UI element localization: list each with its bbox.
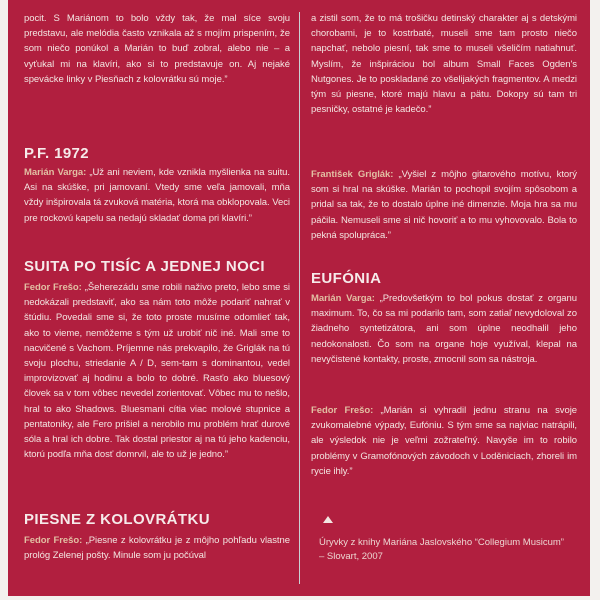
piesne-paragraph — [24, 533, 290, 563]
right-intro-paragraph: a zistil som, že to má trošičku detinský charakter aj s detskými chorobami, je to kostrbaté, museli sme tam prosto niečo napchať, nebolo piesní, tak sme to museli všeličím natiahnuť. Myslím, že inšpiráciou bol album Small Faces Ogden's Nutgones. Je to poskladané zo všelijakých fragmentov. A medzi tým sú piesne, ktoré majú hlavu a pätu. Dokopy sú tam tri pesničky, ostatné je kadečo.” — [311, 13, 577, 116]
eufonia-varga-paragraph — [311, 291, 577, 367]
left-intro-paragraph: pocit. S Mariánom to bolo vždy tak, že mal síce svoju predstavu, ale melódia často vznikala až s mojím prispením, že som niečo ponúkol a Marián to buď zobral, alebo nie – a vyťukal mi na klavíri, ako si to predstavuje on. Aj nejaké spevácke linky v Piesňach z kolovrátku sú moje.” — [24, 13, 290, 85]
griglak-paragraph — [311, 167, 577, 243]
section-title-suita: SUITA PO TISÍC A JEDNEJ NOCI — [24, 258, 265, 275]
booklet-page — [8, 0, 590, 596]
speaker-name: Marián Varga: — [311, 293, 375, 304]
section-title-piesne: PIESNE Z KOLOVRÁTKU — [24, 511, 210, 528]
eufonia-freso-paragraph — [311, 403, 577, 479]
triangle-up-icon — [323, 516, 333, 523]
speaker-name: Fedor Frešo: — [311, 405, 374, 416]
book-credit: Úryvky z knihy Mariána Jaslovského “Collegium Musicum” – Slovart, 2007 — [319, 537, 564, 562]
column-divider — [299, 12, 300, 584]
quote-text: „Vyšiel z môjho gitarového motívu, ktorý som si hral na skúške. Marián to pochopil svojím spôsobom a pridal sa tak, že to dostalo úplne iné dimenzie. Moja hra sa mu páčila. Nemuseli sme si nič hovoriť a to mu vyhovovalo. Bola to pekná spolupráca.” — [311, 169, 577, 241]
quote-text: „Šeherezádu sme robili naživo preto, lebo sme si nedokázali predstaviť, ako sa nám toto môže podariť nahrať v štúdiu. Povedali sme si, že toto proste musíme odomlieť tak, ako to vieme, nemôžeme s tým už urobiť nič iné. Mali sme to nacvičené s Vachom. Príjemne nás prekvapilo, že Griglák na tú svoju plochu, striedanie A / D, sem-tam s dominantou, vedel improvizovať aj hodinu a bolo to dobré. Rasťo ako bluesový človek sa v tom vôbec nevedel zorientovať. Vôbec mu to nešlo, hral to ako Shadows. Bluesmani cítia viac molové stupnice a pentatoniky, ale Fero prišiel a nerobilo mu problém hrať durové sóla a hral ich dobre. Tak dostal priestor aj na tú jeho kadenciu, ktorú podľa mňa dosť domrvil, ale to už je jedno.” — [24, 282, 290, 461]
quote-text: „Predovšetkým to bol pokus dostať z organu maximum. To, čo sa mi podarilo tam, som zatiaľ nevydoloval zo žiadneho syntetizátora, ani som úplne neodhalil jeho nedokonalosti. Čo som na organe hoje využíval, klepal na nevyčistené kontakty, proste, zmocnil som sa nástroja. — [311, 293, 578, 365]
speaker-name: Fedor Frešo: — [24, 282, 82, 293]
suita-paragraph — [24, 280, 290, 462]
quote-text: „Piesne z kolovrátku je z môjho pohľadu vlastne prológ Zelenej pošty. Minule som ju počúval — [24, 535, 290, 562]
section-title-pf-1972: P.F. 1972 — [24, 145, 90, 162]
quote-text: „Marián si vyhradil jednu stranu na svoje zvukomalebné výpady, Eufóniu. S tým sme sa najviac natrápili, ale výsledok nie je veľmi zožrateľný. Navyše im to robilo problémy v Gramofónových závodoch v Loděniciach, zhoreli im rycie ihly.” — [311, 405, 577, 477]
quote-text: „Už ani neviem, kde vznikla myšlienka na suitu. Asi na skúške, pri jamovaní. Vtedy sme veľa jamovali, mňa vždy inšpirovala tá zvuková matéria, ktorá ma obklopovala. Veci pre rockovú kapelu sa nedajú skladať doma pri klavíri.” — [24, 167, 290, 224]
speaker-name: Marián Varga: — [24, 167, 87, 178]
speaker-name: Fedor Frešo: — [24, 535, 83, 546]
section-title-eufonia: EUFÓNIA — [311, 270, 382, 287]
speaker-name: František Griglák: — [311, 169, 394, 180]
pf-1972-paragraph — [24, 165, 290, 226]
